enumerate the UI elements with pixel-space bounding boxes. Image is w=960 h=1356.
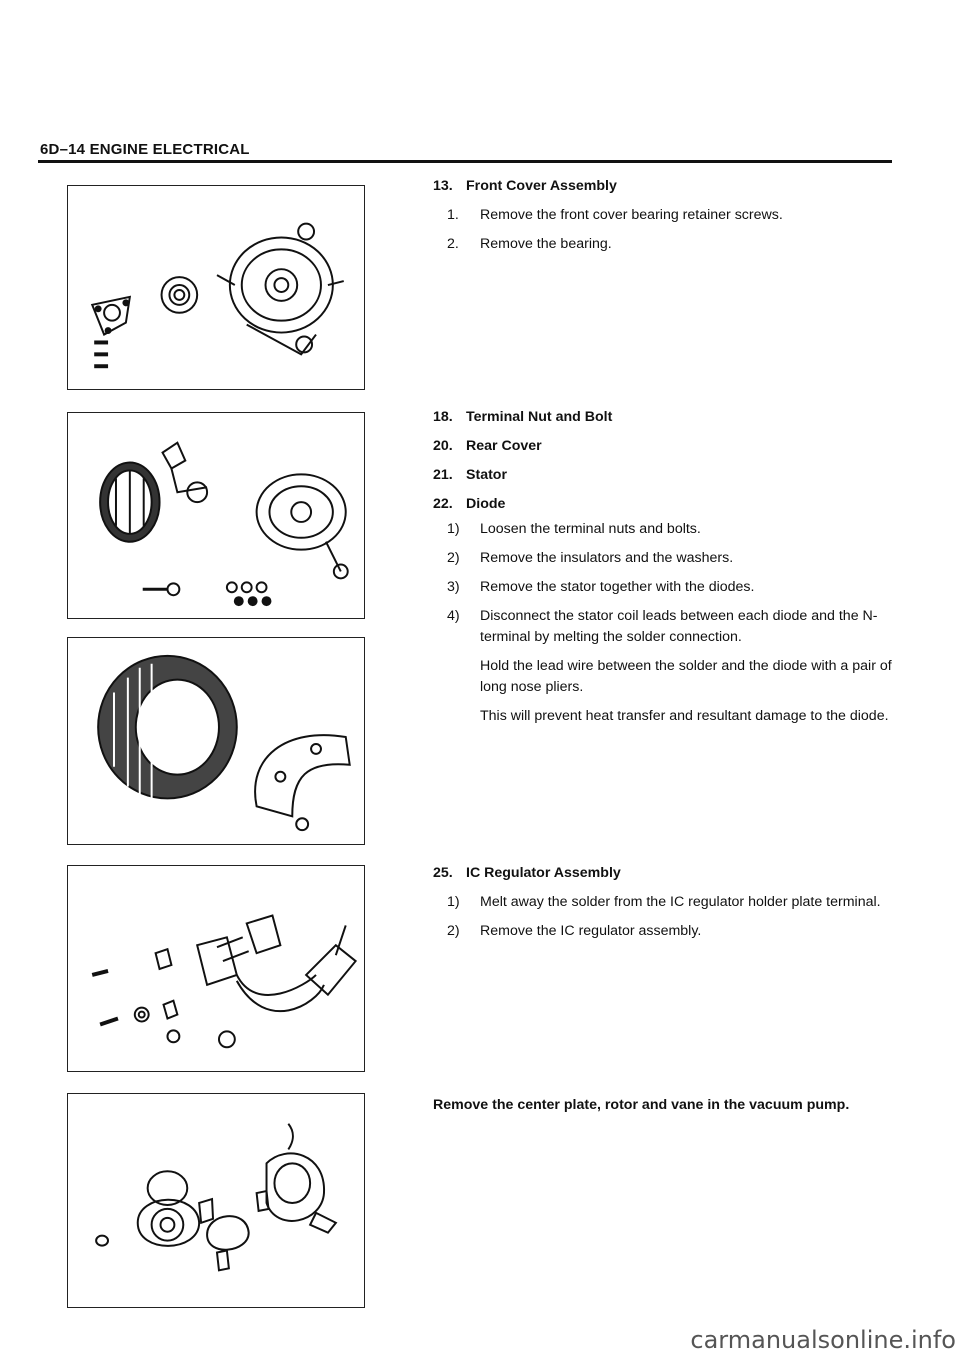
step: [433, 548, 893, 569]
section-title: IC Regulator Assembly: [466, 865, 621, 881]
step: [433, 234, 893, 255]
step-number: 1): [447, 894, 460, 910]
step-note: Hold the lead wire between the solder and the diode with a pair of long nose pliers.: [480, 658, 892, 695]
step: [433, 921, 893, 942]
step-number: 2.: [447, 236, 459, 252]
step-number: 2): [447, 550, 460, 566]
step-number: 1): [447, 521, 460, 537]
section-title: Front Cover Assembly: [466, 178, 617, 194]
step: [433, 519, 893, 540]
step-text: Remove the IC regulator assembly.: [480, 923, 702, 939]
step: [433, 606, 893, 648]
section-front-cover: [433, 176, 893, 263]
step-text: Disconnect the stator coil leads between each diode and the N-terminal by melting the solder connection.: [480, 608, 878, 645]
figure-rear-cover: [67, 412, 365, 619]
step-text: Remove the insulators and the washers.: [480, 550, 734, 566]
section-heading: [433, 436, 893, 457]
figure-vacuum-pump: [67, 1093, 365, 1308]
step: [433, 577, 893, 598]
step-note: This will prevent heat transfer and resultant damage to the diode.: [480, 708, 889, 724]
page-header: 6D–14 ENGINE ELECTRICAL: [40, 141, 250, 158]
watermark: carmanualsonline.info: [690, 1326, 956, 1354]
section-title: Rear Cover: [466, 438, 542, 454]
step-number: 3): [447, 579, 460, 595]
step-number: 1.: [447, 207, 459, 223]
step: [433, 205, 893, 226]
section-rear-cover: [433, 407, 893, 735]
step-text: Melt away the solder from the IC regulator holder plate terminal.: [480, 894, 881, 910]
section-title: Diode: [466, 496, 506, 512]
figure-stator: [67, 637, 365, 845]
section-heading: [433, 465, 893, 486]
section-number: 20.: [433, 438, 453, 454]
section-heading: [433, 176, 893, 197]
section-number: 22.: [433, 496, 453, 512]
section-title: Terminal Nut and Bolt: [466, 409, 613, 425]
section-number: 18.: [433, 409, 453, 425]
section-number: 21.: [433, 467, 453, 483]
section-title: Stator: [466, 467, 507, 483]
step-number: 4): [447, 608, 460, 624]
vacuum-pump-note: Remove the center plate, rotor and vane in the vacuum pump.: [433, 1097, 850, 1113]
section-heading: [433, 407, 893, 428]
figure-front-cover: [67, 185, 365, 390]
step-text: Remove the front cover bearing retainer screws.: [480, 207, 783, 223]
step-number: 2): [447, 923, 460, 939]
section-number: 25.: [433, 865, 453, 881]
step-text: Remove the stator together with the diodes.: [480, 579, 755, 595]
section-heading: [433, 494, 893, 515]
step: [433, 892, 893, 913]
section-ic-regulator: [433, 863, 893, 950]
section-number: 13.: [433, 178, 453, 194]
step-text: Loosen the terminal nuts and bolts.: [480, 521, 701, 537]
section-heading: [433, 863, 893, 884]
header-rule: [38, 160, 892, 163]
figure-ic-regulator: [67, 865, 365, 1072]
step-text: Remove the bearing.: [480, 236, 612, 252]
